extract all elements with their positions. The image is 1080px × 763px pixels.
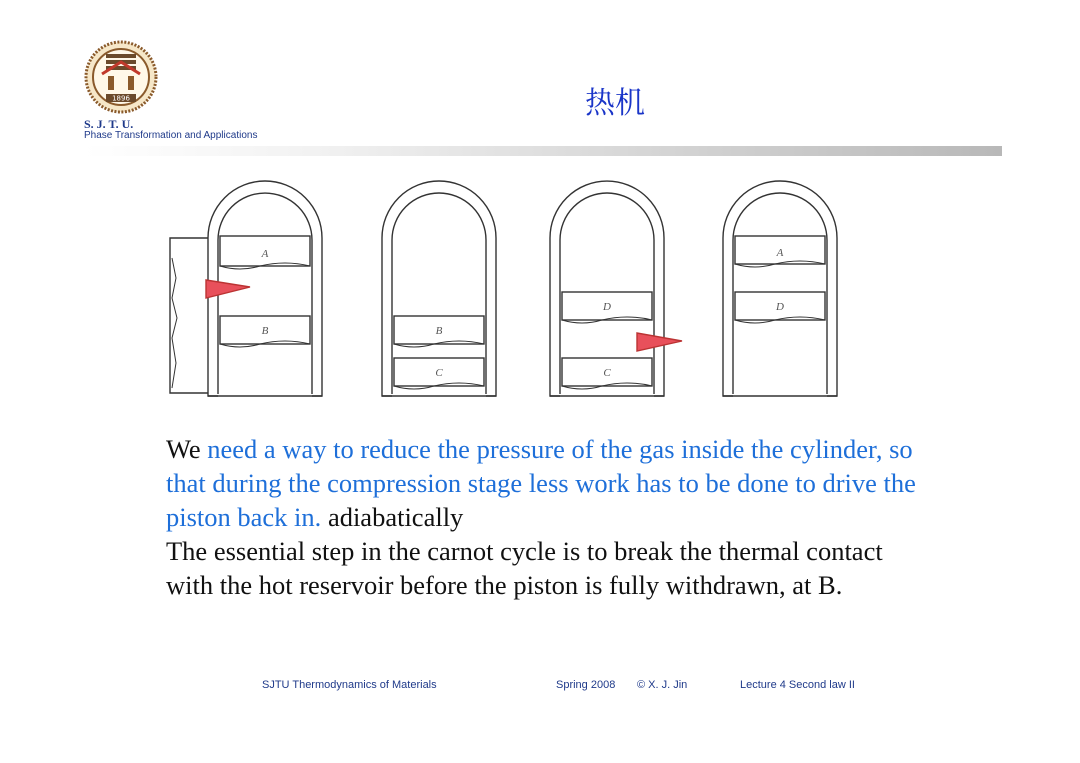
sjtu-logo xyxy=(84,40,158,114)
paragraph-1 xyxy=(166,432,926,534)
footer-copyright: © X. J. Jin xyxy=(637,679,688,691)
header-divider xyxy=(84,146,1002,156)
piston-label: A xyxy=(261,248,269,260)
cylinder-panel-1 xyxy=(206,181,322,396)
cylinder-panel-4 xyxy=(723,181,837,396)
paragraph-2: The essential step in the carnot cycle is to break the thermal contact with the hot reservoir before the piston is fully withdrawn, at B. xyxy=(166,536,883,600)
carnot-cylinder-diagram xyxy=(160,168,880,408)
piston-label: C xyxy=(435,367,443,379)
piston-label: D xyxy=(603,301,611,313)
piston-label: B xyxy=(435,325,443,337)
piston-label: C xyxy=(603,367,611,379)
footer-course: SJTU Thermodynamics of Materials xyxy=(262,679,437,691)
cylinder-panel-3 xyxy=(550,181,682,396)
footer-lecture: Lecture 4 Second law II xyxy=(740,679,855,691)
cylinder-panel-2 xyxy=(382,181,496,396)
slide-title: 热机 xyxy=(585,86,645,121)
logo-year: 1896 xyxy=(112,94,130,103)
org-subtitle: Phase Transformation and Applications xyxy=(84,130,258,141)
slide-body xyxy=(166,432,926,602)
organization-block xyxy=(84,118,257,141)
footer-term: Spring 2008 xyxy=(556,679,616,691)
piston-label: B xyxy=(261,325,269,337)
text-black: We xyxy=(166,434,201,464)
text-adiabatically: adiabatically xyxy=(321,502,464,532)
piston-label: D xyxy=(776,301,784,313)
piston-label: A xyxy=(776,247,784,259)
text-blue: need a way to reduce the pressure of the gas inside the cylinder, so that during the compression stage less work has to be done to drive the piston back in. xyxy=(166,434,916,532)
org-name: S. J. T. U. xyxy=(84,117,134,131)
